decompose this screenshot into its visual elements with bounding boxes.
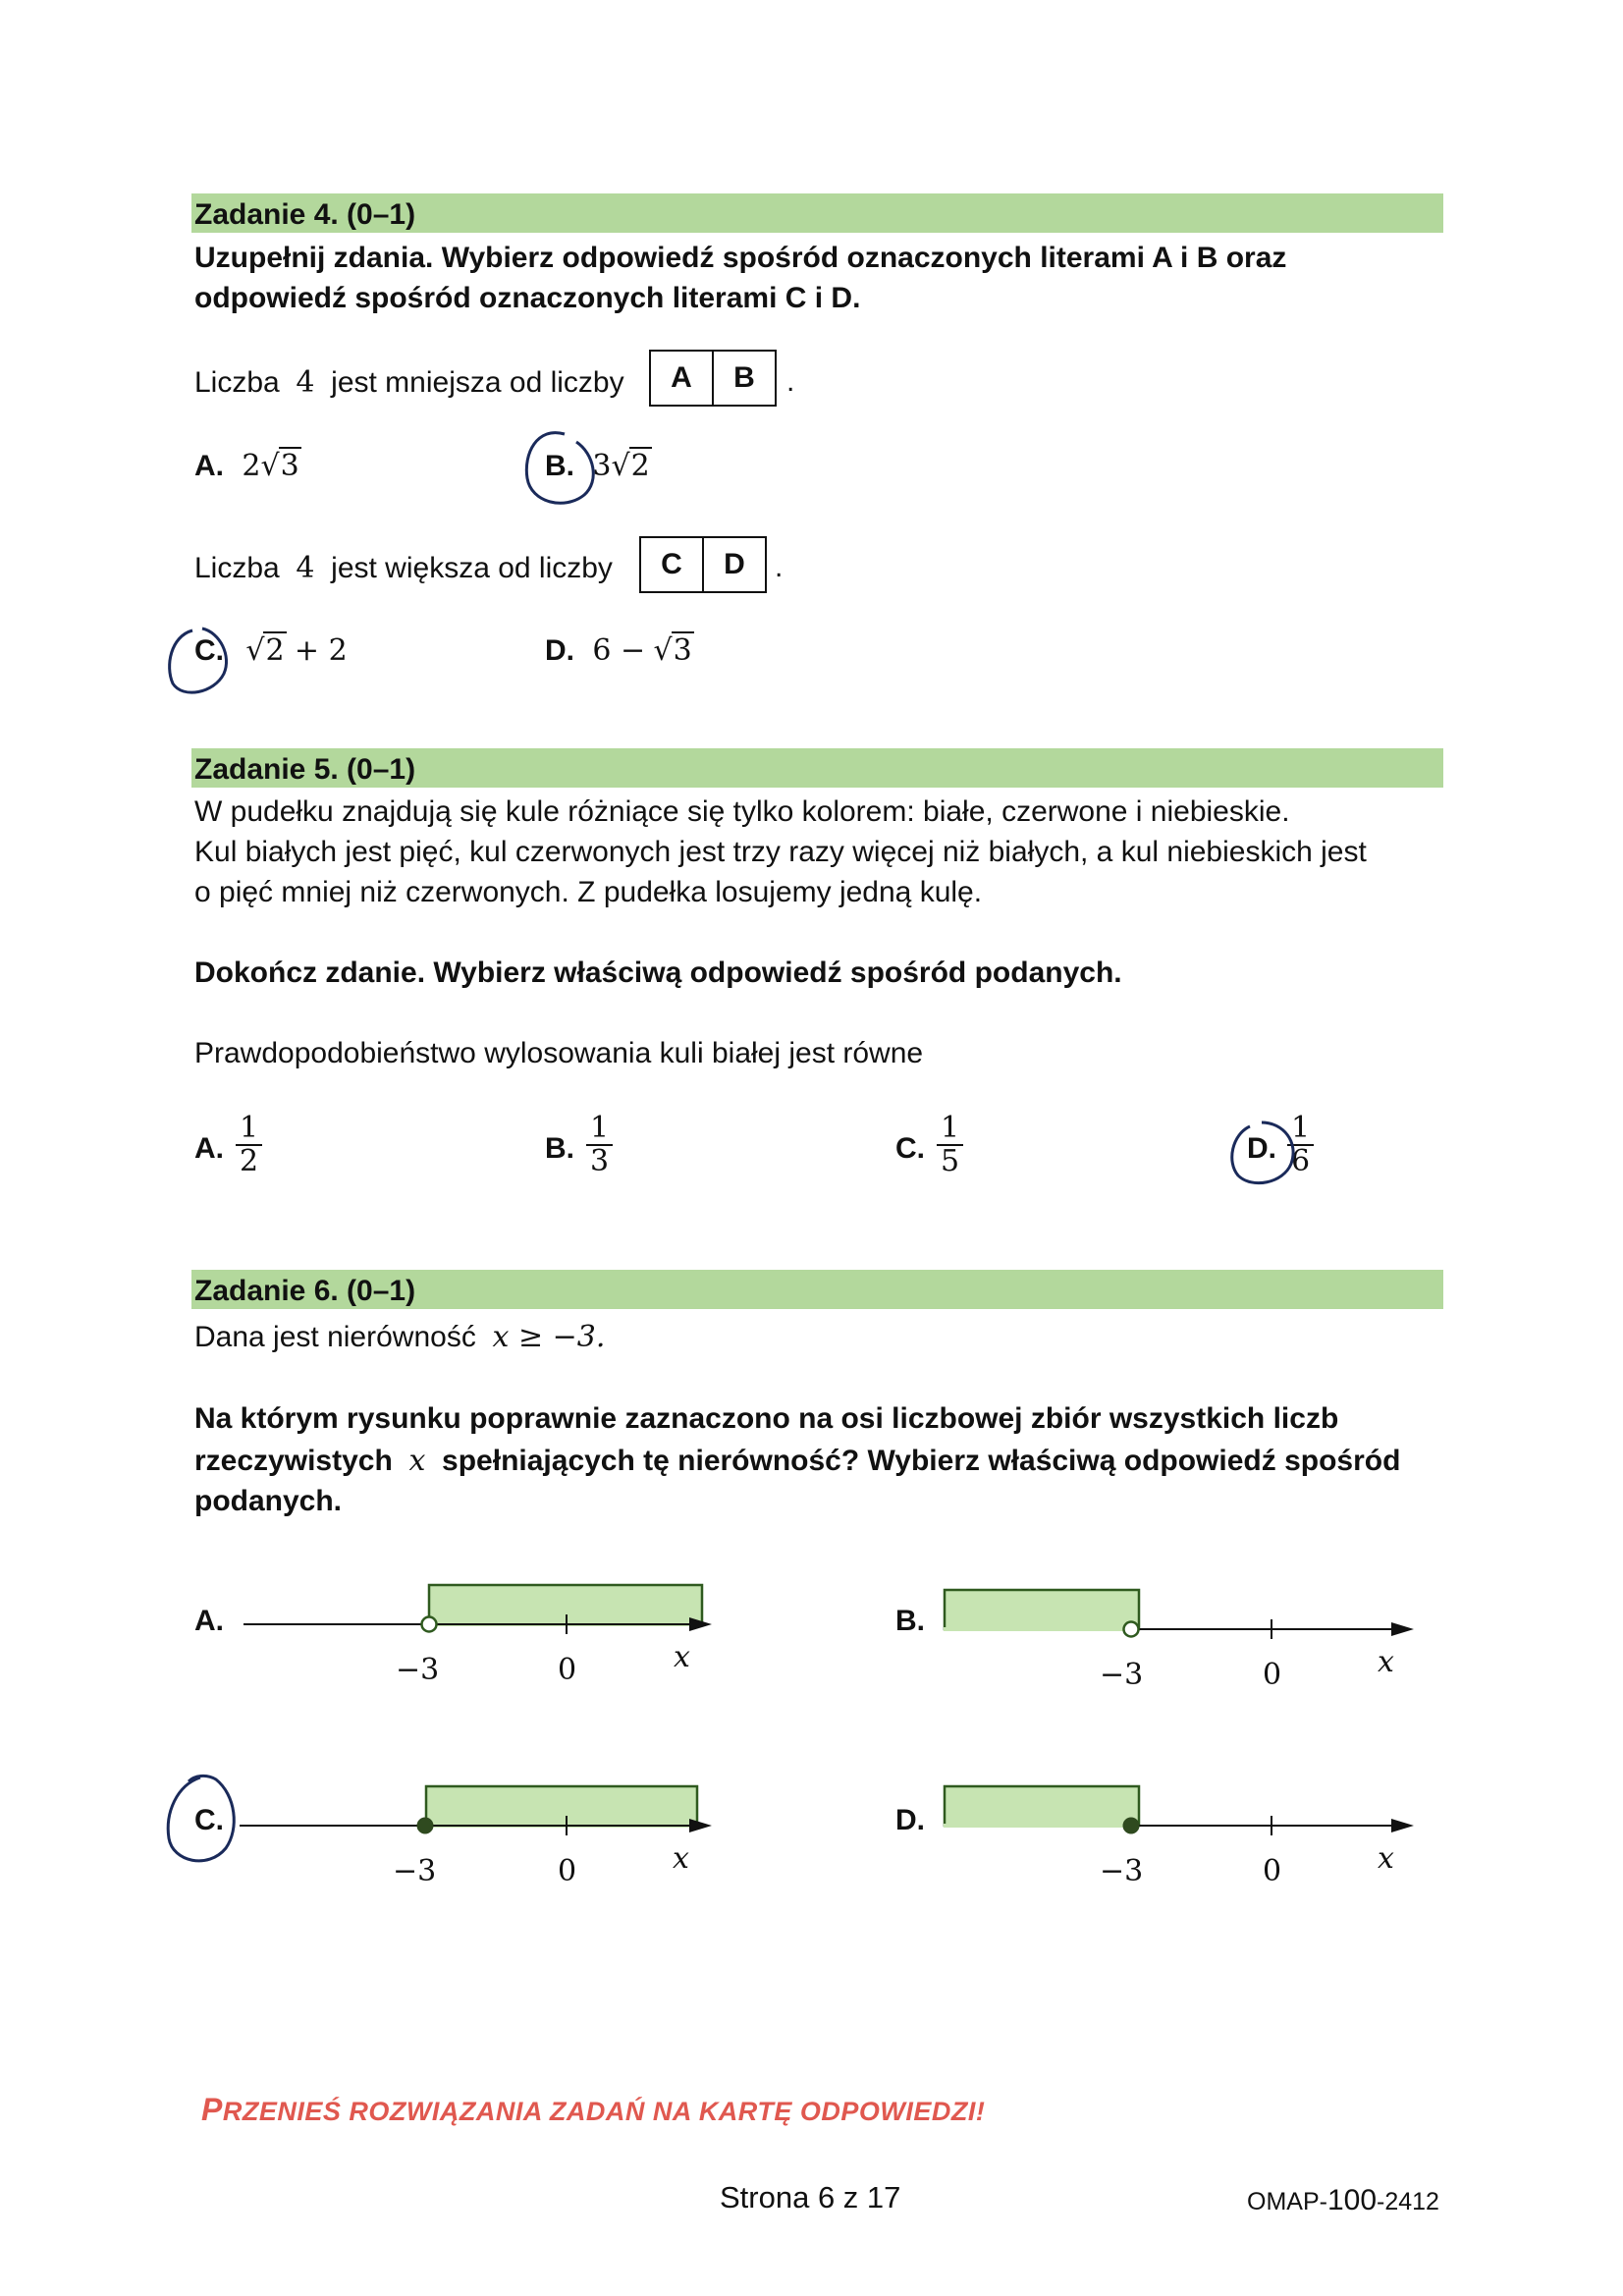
task5-header-bar — [191, 748, 1443, 788]
task6-given: Dana jest nierówność x ≥ −3. — [194, 1320, 606, 1354]
task6-header-bar — [191, 1270, 1443, 1309]
task5-instruction: Dokończ zdanie. Wybierz właściwą odpowiedź spośród podanych. — [194, 957, 1122, 989]
task4-option-c[interactable]: C. √2 + 2 — [194, 633, 348, 668]
axis-label-x: x — [1378, 1645, 1394, 1679]
tick-label-zero: 0 — [558, 1653, 577, 1687]
fraction-d: $\frac{1}{6}$ — [1287, 1113, 1314, 1177]
task4-header-bar — [191, 193, 1443, 233]
task6-instruction-line3: podanych. — [194, 1485, 343, 1517]
task6-instruction-line2: rzeczywistych x spełniających tę nierówność? Wybierz właściwą odpowiedź spośród — [194, 1444, 1401, 1478]
sentence2-period: . — [775, 551, 784, 583]
answer-box-ab — [649, 350, 777, 407]
box-letter-b: B — [712, 352, 775, 405]
task4-sentence1: Liczba 4 jest mniejsza od liczby — [194, 365, 624, 400]
task5-question: Prawdopodobieństwo wylosowania kuli białej jest równe — [194, 1037, 924, 1069]
task4-sentence2: Liczba 4 jest większa od liczby — [194, 551, 613, 585]
axis-label-x: x — [673, 1841, 689, 1876]
task4-instruction-line1: Uzupełnij zdania. Wybierz odpowiedź spośród oznaczonych literami A i B oraz — [194, 242, 1287, 274]
tick-label-minus3: −3 — [1100, 1658, 1144, 1692]
fraction-a: $\frac{1}{2}$ — [236, 1113, 262, 1177]
tick-label-zero: 0 — [1263, 1854, 1282, 1888]
box-letter-c: C — [661, 548, 682, 580]
task4-option-b[interactable]: B. 3√2 — [545, 449, 650, 483]
tick-label-zero: 0 — [1263, 1658, 1282, 1692]
number-line-a — [236, 1571, 727, 1679]
task4-instruction-line2: odpowiedź spośród oznaczonych literami C i D. — [194, 282, 861, 314]
tick-label-minus3: −3 — [396, 1653, 440, 1687]
task5-text-line3: o pięć mniej niż czerwonych. Z pudełka losujemy jedną kulę. — [194, 876, 983, 908]
task4-option-d[interactable]: D. 6 − √3 — [545, 633, 692, 668]
fraction-b: $\frac{1}{3}$ — [586, 1113, 613, 1177]
task5-text-line2: Kul białych jest pięć, kul czerwonych jest trzy razy więcej niż białych, a kul niebieskich jest — [194, 836, 1367, 868]
document-code: OMAP-100-2412 — [1247, 2184, 1439, 2216]
task5-header: Zadanie 5. (0–1) — [194, 753, 416, 786]
number-line-b — [938, 1576, 1429, 1684]
task4-header: Zadanie 4. (0–1) — [194, 198, 416, 231]
answer-box-cd — [639, 536, 767, 593]
tick-label-zero: 0 — [558, 1854, 577, 1888]
sentence1-period: . — [786, 365, 795, 398]
task4-option-a[interactable]: A. 2√3 — [194, 449, 299, 483]
box-letter-a: A — [671, 361, 692, 394]
task6-header: Zadanie 6. (0–1) — [194, 1275, 416, 1307]
box-letter-d: D — [702, 538, 765, 591]
transfer-answers-note: PRZENIEŚ ROZWIĄZANIA ZADAŃ NA KARTĘ ODPOWIEDZI! — [201, 2092, 986, 2127]
task5-text-line1: W pudełku znajdują się kule różniące się tylko kolorem: białe, czerwone i niebieskie. — [194, 795, 1290, 828]
page-number: Strona 6 z 17 — [720, 2180, 901, 2214]
axis-label-x: x — [674, 1640, 690, 1674]
tick-label-minus3: −3 — [1100, 1854, 1144, 1888]
number-line-c — [236, 1773, 727, 1881]
number-line-d — [938, 1773, 1429, 1881]
fraction-c: $\frac{1}{5}$ — [937, 1113, 963, 1177]
tick-label-minus3: −3 — [393, 1854, 437, 1888]
axis-label-x: x — [1378, 1841, 1394, 1876]
task6-instruction-line1: Na którym rysunku poprawnie zaznaczono na osi liczbowej zbiór wszystkich liczb — [194, 1402, 1339, 1435]
